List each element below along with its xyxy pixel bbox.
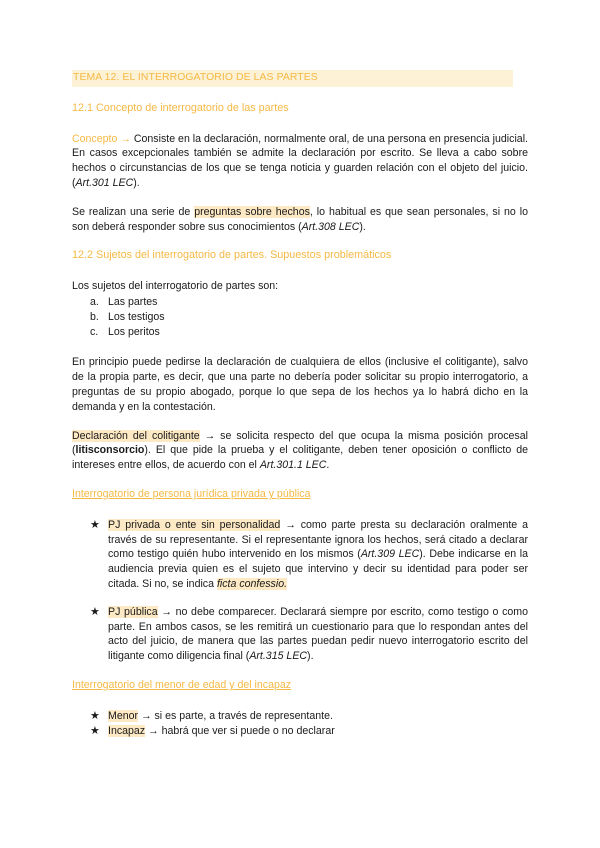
sujetos-list bbox=[72, 295, 528, 339]
highlight: ficta confessio. bbox=[216, 577, 288, 590]
arrow-icon: → bbox=[157, 605, 172, 618]
arrow-icon: → bbox=[280, 518, 296, 531]
highlight: Declaración del colitigante bbox=[72, 429, 200, 442]
list-item: ★ PJ privada o ente sin personalidad → como parte presta su declaración oralmente a través de su representante. Si el representante ignora los hechos, será citado a declarar como testigo quién hubo intervenido en los mismos (Art.309 LEC). Debe indicarse en la audiencia previa quien es el sujeto que intervino y decir su identidad para poder ser citada. Si no, se indica ficta confessio. bbox=[90, 518, 528, 590]
paragraph-principio: En principio puede pedirse la declaración de cualquiera de ellos (inclusive el colitigante), salvo de la propia parte, es decir, que una parte no debería poder solicitar su propio interrogatorio, a preguntas de su propio abogado, porque lo que sepa de los hechos ya lo habrá dicho en la demanda y en la contestación. bbox=[72, 356, 528, 413]
star-bullet-icon: ★ bbox=[90, 605, 100, 618]
highlight: PJ pública bbox=[108, 605, 158, 618]
concepto-label: Concepto bbox=[72, 132, 118, 145]
star-bullet-icon: ★ bbox=[90, 709, 100, 722]
persona-juridica-list bbox=[72, 518, 528, 664]
list-item: ★ Menor → si es parte, a través de representante. bbox=[90, 709, 333, 722]
paragraph-preguntas: Se realizan una serie de preguntas sobre hechos, lo habitual es que sean personales, si no lo son deberá responder sobre sus conocimientos (Art.308 LEC). bbox=[72, 205, 528, 233]
highlight: preguntas sobre hechos bbox=[194, 205, 310, 218]
law-reference: Art.309 LEC bbox=[360, 548, 420, 561]
paragraph-colitigante: Declaración del colitigante → se solicita respecto del que ocupa la misma posición procesal (litisconsorcio). El que pide la prueba y el colitigante, deben tener oposición o conflicto de intereses entre ellos, de acuerdo con el Art.301.1 LEC. bbox=[72, 429, 528, 472]
document-body bbox=[72, 70, 528, 738]
subsection-heading-persona-juridica: Interrogatorio de persona jurídica privada y pública bbox=[72, 487, 311, 500]
section-heading-sujetos: 12.2 Sujetos del interrogatorio de partes. Supuestos problemáticos bbox=[72, 249, 392, 262]
arrow-icon: → bbox=[120, 132, 131, 145]
list-item: ★ Incapaz → habrá que ver si puede o no declarar bbox=[90, 724, 335, 737]
law-reference: Art.308 LEC bbox=[301, 220, 360, 233]
list-item: ★ PJ pública → no debe comparecer. Declarará siempre por escrito, como testigo o como parte. En ambos casos, se les remitirá un cuestionario para que lo respondan antes del acto del juicio, de manera que las partes puedan pedir nuevo interrogatorio escrito del litigante como diligencia final (Art.315 LEC). bbox=[90, 605, 528, 663]
list-item: b. Los testigos bbox=[90, 310, 165, 323]
paragraph-sujetos-intro: Los sujetos del interrogatorio de partes son: bbox=[72, 280, 279, 293]
paragraph-concepto: Concepto → Consiste en la declaración, normalmente oral, de una persona en presencia judicial. En casos excepcionales también se admite la declaración por escrito. Se lleva a cabo sobre hechos o circunstancias de los que se tenga noticia y guarden relación con el objeto del juicio. (Art.301 LEC). bbox=[72, 132, 528, 189]
section-heading-concepto: 12.1 Concepto de interrogatorio de las partes bbox=[72, 101, 289, 114]
law-reference: Art.301.1 LEC bbox=[259, 459, 327, 472]
page-title: TEMA 12. EL INTERROGATORIO DE LAS PARTES bbox=[72, 70, 513, 87]
law-reference: Art.315 LEC bbox=[249, 650, 308, 663]
highlight: Incapaz bbox=[108, 724, 146, 737]
highlight: PJ privada o ente sin personalidad bbox=[108, 518, 281, 531]
subsection-heading-menor-incapaz: Interrogatorio del menor de edad y del incapaz bbox=[72, 678, 292, 691]
arrow-icon: → bbox=[199, 429, 216, 442]
law-reference: Art.301 LEC bbox=[75, 176, 134, 189]
list-item: a. Las partes bbox=[90, 295, 158, 308]
star-bullet-icon: ★ bbox=[90, 518, 100, 531]
highlight: Menor bbox=[108, 709, 139, 722]
star-bullet-icon: ★ bbox=[90, 724, 100, 737]
menor-incapaz-list bbox=[72, 709, 528, 739]
list-item: c. Los peritos bbox=[90, 325, 160, 338]
